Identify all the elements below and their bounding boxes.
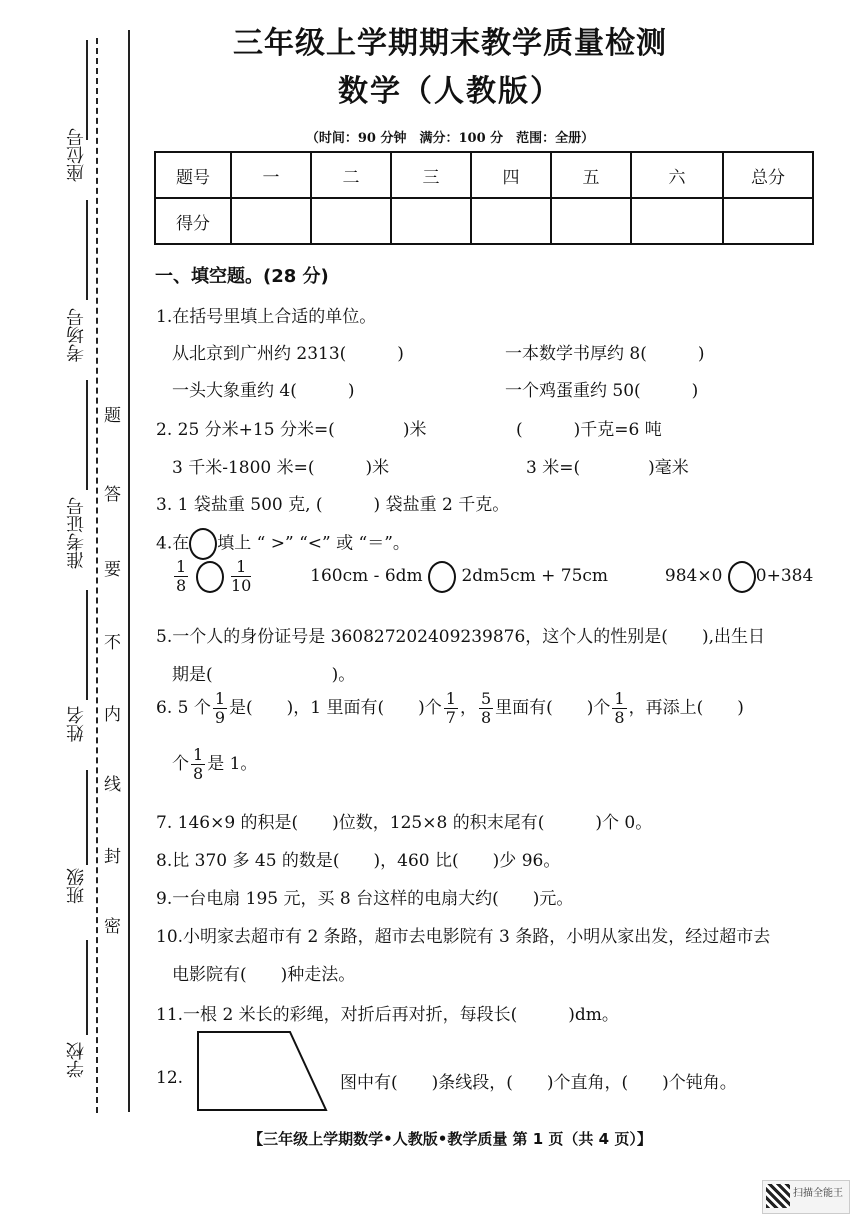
fraction: $\frac{1}{7}$ (445, 689, 456, 727)
score-cell: 三 (391, 152, 471, 198)
answer-circle[interactable] (196, 561, 224, 593)
expression: 0+384 (755, 566, 814, 586)
question-2a: 2. 25 分米+15 分米=( )米 (156, 420, 427, 440)
compare-circle-icon (189, 528, 217, 560)
name-underline (86, 590, 88, 700)
expression: 160cm - 6dm (310, 566, 423, 586)
fraction: $\frac{5}{8}$ (480, 689, 492, 727)
seat-underline (86, 40, 88, 140)
question-1b: 一本数学书厚约 8( ) (505, 344, 705, 364)
trapezoid-shape (198, 1032, 326, 1110)
binding-dashed-line (96, 38, 98, 1113)
score-cell: 得分 (155, 198, 231, 244)
score-blank[interactable] (723, 198, 813, 244)
score-cell: 题号 (155, 152, 231, 198)
exam-room-label: 考场号 (66, 308, 87, 362)
expression: 2dm5cm + 75cm (461, 566, 609, 586)
ticket-underline (86, 380, 88, 490)
class-label: 班级 (66, 868, 87, 904)
trapezoid-figure (192, 1030, 332, 1114)
answer-circle[interactable] (728, 561, 756, 593)
score-cell: 六 (631, 152, 723, 198)
expression: 984×0 (664, 566, 723, 586)
question-1-heading: 1.在括号里填上合适的单位。 (156, 307, 377, 327)
seal-char: 要 (104, 560, 121, 580)
binding-solid-line (128, 30, 130, 1112)
page-subtitle: 数学（人教版） (338, 74, 562, 109)
score-table (154, 151, 814, 245)
question-12-text: 图中有( )条线段，( )个直角，( )个钝角。 (340, 1073, 737, 1093)
question-1d: 一个鸡蛋重约 50( ) (505, 381, 699, 401)
score-blank[interactable] (391, 198, 471, 244)
school-underline (86, 940, 88, 1035)
qr-code-icon (766, 1184, 790, 1208)
scanner-watermark (762, 1180, 850, 1214)
question-5a: 5.一个人的身份证号是 360827202409239876，这个人的性别是( ),出生日 (156, 627, 765, 647)
score-table-header-row (155, 152, 813, 198)
score-blank[interactable] (551, 198, 631, 244)
seal-char: 题 (104, 406, 121, 426)
score-cell: 二 (311, 152, 391, 198)
question-2b: ( )千克=6 吨 (516, 420, 662, 440)
fraction: $\frac{1}{8}$ (614, 689, 625, 727)
fraction: $\frac{1}{8}$ (176, 557, 187, 595)
class-underline (86, 770, 88, 865)
seal-char: 答 (104, 485, 121, 505)
score-table-score-row (155, 198, 813, 244)
question-4-heading (156, 528, 410, 560)
question-4-text: 填上 “ >” “<” 或 “＝”。 (217, 533, 410, 554)
question-6a: 6. 5 个 $\frac{1}{9}$ 是( )，1 里面有( )个 $\frac{1}{7}$ ， $\frac{5}{8}$ 里面有( )个 $\frac{1}{8}$ ，再添上( ) (156, 689, 744, 727)
question-3: 3. 1 袋盐重 500 克, ( ) 袋盐重 2 千克。 (156, 495, 510, 515)
name-label: 姓名 (66, 706, 87, 742)
fraction: $\frac{1}{9}$ (214, 689, 226, 727)
score-cell: 四 (471, 152, 551, 198)
question-8: 8.比 370 多 45 的数是( )，460 比( )少 96。 (156, 851, 561, 871)
score-blank[interactable] (631, 198, 723, 244)
score-blank[interactable] (231, 198, 311, 244)
seal-char: 密 (104, 917, 121, 937)
question-2c: 3 千米-1800 米=( )米 (172, 458, 390, 478)
question-2d: 3 米=( )毫米 (526, 458, 689, 478)
question-11: 11.一根 2 米长的彩绳，对折后再对折，每段长( )dm。 (156, 1005, 619, 1025)
seal-char: 不 (104, 633, 121, 653)
question-1a: 从北京到广州约 2313( ) (172, 344, 404, 364)
question-12-number: 12. (156, 1068, 184, 1088)
seal-char: 线 (104, 775, 121, 795)
question-4-text: 4.在 (156, 533, 190, 554)
question-6b: 个 $\frac{1}{8}$ 是 1。 (172, 745, 258, 783)
score-cell: 五 (551, 152, 631, 198)
question-4-items (172, 558, 813, 595)
exam-meta: （时间：90 分钟 满分：100 分 范围：全册） (305, 131, 595, 146)
question-5b: 期是( )。 (172, 665, 356, 685)
seal-char: 封 (104, 847, 121, 867)
page-title: 三年级上学期期末教学质量检测 (233, 26, 667, 61)
room-underline (86, 200, 88, 300)
fraction: $\frac{1}{10}$ (231, 557, 252, 595)
seal-char: 内 (104, 705, 121, 725)
school-label: 学校 (66, 1042, 87, 1078)
seat-number-label: 座位号 (66, 128, 87, 182)
question-7: 7. 146×9 的积是( )位数，125×8 的积末尾有( )个 0。 (156, 813, 653, 833)
page-footer: 【三年级上学期数学•人教版•教学质量 第 1 页（共 4 页）】 (248, 1130, 652, 1148)
fraction: $\frac{1}{8}$ (193, 745, 204, 783)
section-heading: 一、填空题。(28 分) (155, 266, 329, 287)
ticket-number-label: 准考证号 (66, 497, 87, 569)
score-cell: 总分 (723, 152, 813, 198)
question-1c: 一头大象重约 4( ) (172, 381, 355, 401)
watermark-text: 扫描全能王 (793, 1188, 843, 1199)
score-blank[interactable] (471, 198, 551, 244)
question-9: 9.一台电扇 195 元，买 8 台这样的电扇大约( )元。 (156, 889, 574, 909)
question-10b: 电影院有( )种走法。 (172, 965, 356, 985)
question-10a: 10.小明家去超市有 2 条路，超市去电影院有 3 条路，小明从家出发，经过超市去 (156, 927, 771, 947)
answer-circle[interactable] (428, 561, 456, 593)
score-blank[interactable] (311, 198, 391, 244)
score-cell: 一 (231, 152, 311, 198)
